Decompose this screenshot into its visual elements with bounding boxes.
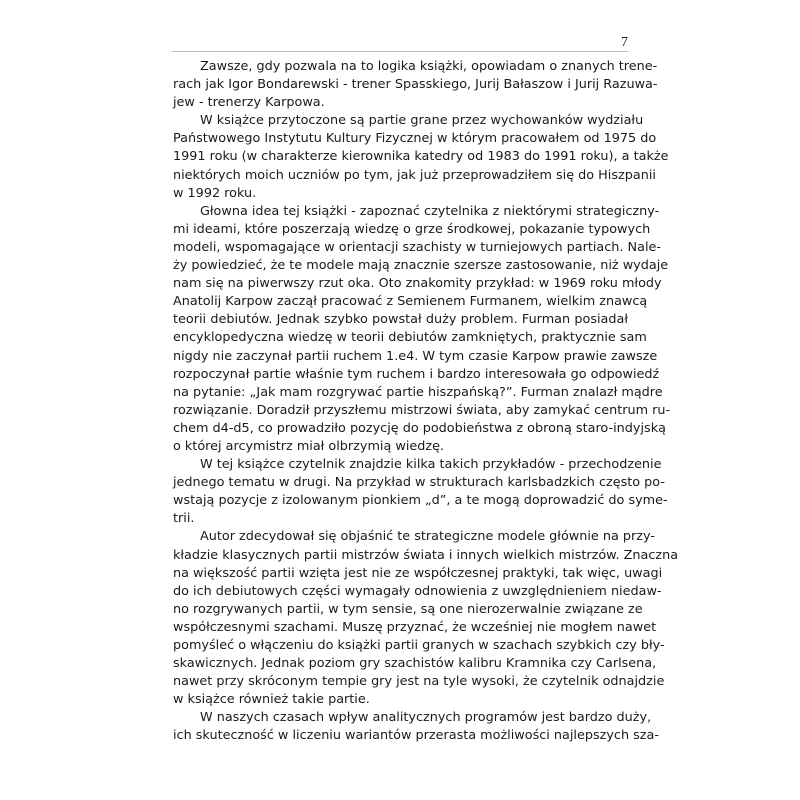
text-line: teorii debiutów. Jednak szybko powstał duży problem. Furman posiadał: [173, 312, 628, 328]
text-line: trii.: [173, 511, 195, 527]
paragraph: [173, 709, 659, 745]
text-line: rozpoczynał partie właśnie tym ruchem i bardzo interesowała go odpowiedź: [173, 366, 660, 382]
paragraph: [173, 112, 669, 202]
text-line: Zawsze, gdy pozwala na to logika książki, opowiadam o znanych trene-: [200, 59, 658, 74]
text-line: skawicznych. Jednak poziom gry szachistów kalibru Kramnika czy Carlsena,: [173, 656, 657, 672]
text-line: rozwiązanie. Doradził przyszłemu mistrzowi świata, aby zamykać centrum ru-: [173, 402, 671, 418]
text-line: rach jak Igor Bondarewski - trener Spasskiego, Jurij Bałaszow i Jurij Razuwa-: [173, 77, 658, 93]
text-line: W tej książce czytelnik znajdzie kilka takich przykładów - przechodzenie: [200, 457, 662, 473]
text-line: encyklopedyczna wiedzę w teorii debiutów zamkniętych, praktycznie sam: [173, 330, 647, 346]
text-line: mi ideami, które poszerzają wiedzę o grze środkowej, pokazanie typowych: [173, 221, 651, 237]
text-line: W książce przytoczone są partie grane przez wychowanków wydziału: [200, 113, 644, 129]
text-line: w 1992 roku.: [173, 185, 257, 201]
text-line: Głowna idea tej książki - zapoznać czytelnika z niektórymi strategiczny-: [200, 203, 660, 219]
text-line: w książce również takie partie.: [173, 692, 370, 708]
text-line: na pytanie: „Jak mam rozgrywać partie hiszpańską?”. Furman znalazł mądre: [173, 384, 663, 400]
text-line: wstają pozycje z izolowanym pionkiem „d”, a te mogą doprowadzić do syme-: [173, 493, 668, 509]
page-number: 7: [621, 35, 628, 50]
text-line: 1991 roku (w charakterze kierownika katedry od 1983 do 1991 roku), a także: [173, 149, 669, 165]
text-line: Autor zdecydował się objaśnić te strategiczne modele głównie na przy-: [200, 529, 655, 545]
text-line: Państwowego Instytutu Kultury Fizycznej w którym pracowałem od 1975 do: [173, 131, 657, 147]
paragraph: [173, 203, 671, 456]
text-line: no rozgrywanych partii, w tym sensie, są one nierozerwalnie związane ze: [173, 601, 643, 617]
text-line: W naszych czasach wpływ analitycznych programów jest bardzo duży,: [200, 710, 652, 726]
body-text: [173, 58, 679, 746]
text-line: kładzie klasycznych partii mistrzów świata i innych wielkich mistrzów. Znaczna: [173, 547, 679, 563]
paragraph: [173, 528, 679, 709]
text-line: niektórych moich uczniów po tym, jak już przeprowadziłem się do Hiszpanii: [173, 167, 656, 183]
text-line: nam się na piwerwszy rzut oka. Oto znakomity przykład: w 1969 roku młody: [173, 276, 662, 292]
text-line: pomyśleć o włączeniu do książki partii granych w szachach szybkich czy bły-: [173, 638, 665, 653]
text-line: nawet przy skróconym tempie gry jest na tyle wysoki, że czytelnik odnajdzie: [173, 674, 665, 690]
text-line: chem d4-d5, co prowadziło pozycję do podobieństwa z obroną staro-indyjską: [173, 420, 666, 436]
text-line: Anatolij Karpow zaczął pracować z Semienem Furmanem, wielkim znawcą: [173, 294, 648, 310]
text-line: ży powiedzieć, że te modele mają znacznie szersze zastosowanie, niż wydaje: [173, 258, 669, 274]
text-line: ich skuteczność w liczeniu wariantów przerasta możliwości najlepszych sza-: [173, 728, 659, 744]
text-line: jednego tematu w drugi. Na przykład w strukturach karlsbadzkich często po-: [173, 475, 665, 491]
text-line: modeli, wspomagające w orientacji szachisty w turniejowych partiach. Nale-: [173, 239, 662, 255]
text-line: jew - trenerzy Karpowa.: [173, 95, 325, 111]
paragraph: [173, 456, 668, 528]
text-line: na większość partii wzięta jest nie ze współczesnej praktyki, tak więc, uwagi: [173, 565, 663, 581]
text-line: o której arcymistrz miał olbrzymią wiedzę.: [173, 438, 445, 454]
text-line: nigdy nie zaczynał partii ruchem 1.e4. W tym czasie Karpow prawie zawsze: [173, 348, 658, 364]
paragraph: [173, 58, 658, 112]
text-line: współczesnymi szachami. Muszę przyznać, że wcześniej nie mogłem nawet: [173, 619, 657, 635]
header-rule: [172, 51, 628, 52]
text-line: do ich debiutowych części wymagały odnowienia z uwzględnieniem niedaw-: [173, 583, 662, 599]
